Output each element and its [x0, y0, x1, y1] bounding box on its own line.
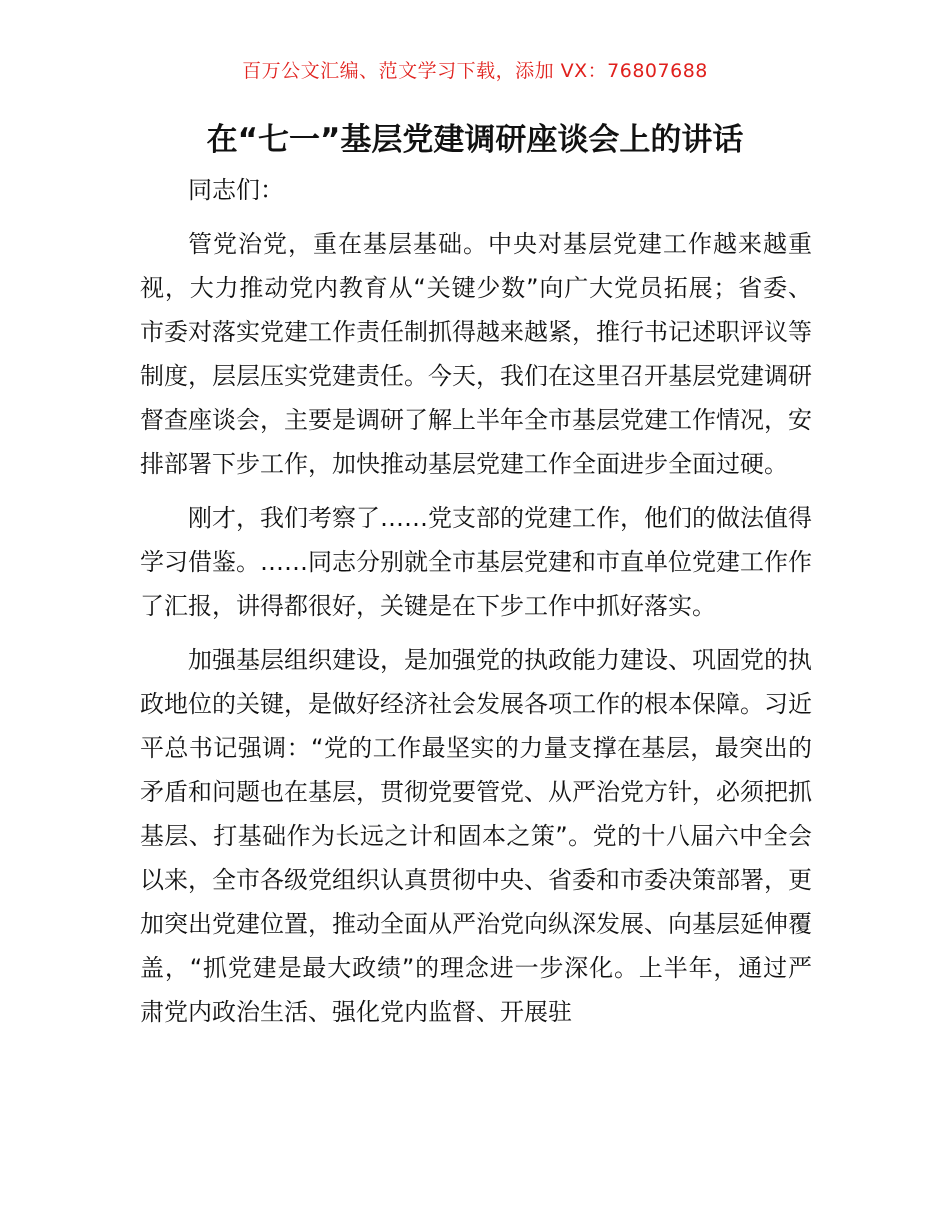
document-title: 在“七一”基层党建调研座谈会上的讲话 [206, 122, 744, 158]
paragraph-1: 管党治党，重在基层基础。中央对基层党建工作越来越重视，大力推动党内教育从“关键少数”向广大党员拓展；省委、市委对落实党建工作责任制抓得越来越紧，推行书记述职评议等制度，层层压实党建责任。今天，我们在这里召开基层党建调研督查座谈会，主要是调研了解上半年全市基层党建工作情况，安排部署下步工作，加快推动基层党建工作全面进步全面过硬。 [140, 230, 812, 478]
watermark-header: 百万公文汇编、范文学习下载，添加 VX：76807688 [242, 60, 708, 82]
paragraph-2: 刚才，我们考察了……党支部的党建工作，他们的做法值得学习借鉴。……同志分别就全市基层党建和市直单位党建工作作了汇报，讲得都很好，关键是在下步工作中抓好落实。 [140, 504, 812, 620]
paragraph-3: 加强基层组织建设，是加强党的执政能力建设、巩固党的执政地位的关键，是做好经济社会发展各项工作的根本保障。习近平总书记强调：“党的工作最坚实的力量支撑在基层，最突出的矛盾和问题也在基层，贯彻党要管党、从严治党方针，必须把抓基层、打基础作为长远之计和固本之策”。党的十八届六中全会以来，全市各级党组织认真贯彻中央、省委和市委决策部署，更加突出党建位置，推动全面从严治党向纵深发展、向基层延伸覆盖，“抓党建是最大政绩”的理念进一步深化。上半年，通过严肃党内政治生活、强化党内监督、开展驻 [140, 646, 812, 1026]
salutation: 同志们： [188, 176, 284, 204]
document-body [140, 168, 812, 1034]
